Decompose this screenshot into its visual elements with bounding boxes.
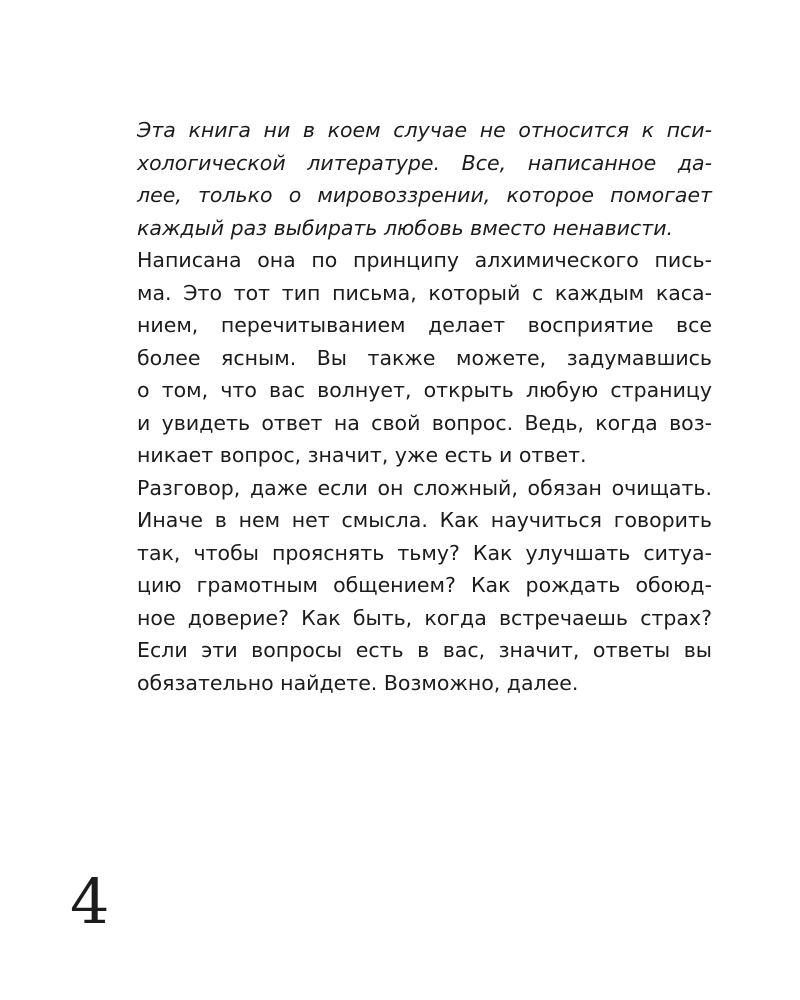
- text-line: никает вопрос, значит, уже есть и ответ.: [137, 443, 587, 467]
- text-line: каждый раз выбирать любовь вместо ненависти.: [137, 215, 674, 240]
- questions-paragraph: [137, 472, 712, 700]
- text-line: обязательно найдете. Возможно, далее.: [137, 670, 579, 695]
- text-line: и увидеть ответ на свой вопрос. Ведь, когда воз-: [137, 410, 712, 435]
- text-line: Разговор, даже если он сложный, обязан очищать.: [137, 475, 712, 500]
- body-text: [137, 114, 712, 699]
- text-line: Иначе в нем нет смысла. Как научиться говорить: [137, 508, 712, 532]
- intro-paragraph-italic: [137, 114, 712, 244]
- text-line: ное доверие? Как быть, когда встречаешь страх?: [137, 605, 712, 630]
- text-line: нием, перечитыванием делает восприятие все: [137, 313, 712, 337]
- text-line: так, чтобы прояснять тьму? Как улучшать ситуа-: [137, 540, 712, 565]
- method-paragraph: [137, 244, 712, 472]
- text-line: более ясным. Вы также можете, задумавшись: [137, 345, 712, 370]
- text-line: Эта книга ни в коем случае не относится к пси-: [137, 118, 712, 142]
- text-line: о том, что вас волнует, открыть любую страницу: [137, 378, 712, 402]
- text-line: хологической литературе. Все, написанное да-: [137, 150, 712, 175]
- text-line: ма. Это тот тип письма, который с каждым каса-: [137, 280, 712, 305]
- page-number: 4: [70, 865, 110, 938]
- text-line: лее, только о мировоззрении, которое помогает: [137, 183, 712, 207]
- text-line: цию грамотным общением? Как рождать обоюд-: [137, 573, 712, 597]
- text-line: Если эти вопросы есть в вас, значит, ответы вы: [137, 638, 712, 662]
- text-line: Написана она по принципу алхимического пись-: [137, 248, 712, 272]
